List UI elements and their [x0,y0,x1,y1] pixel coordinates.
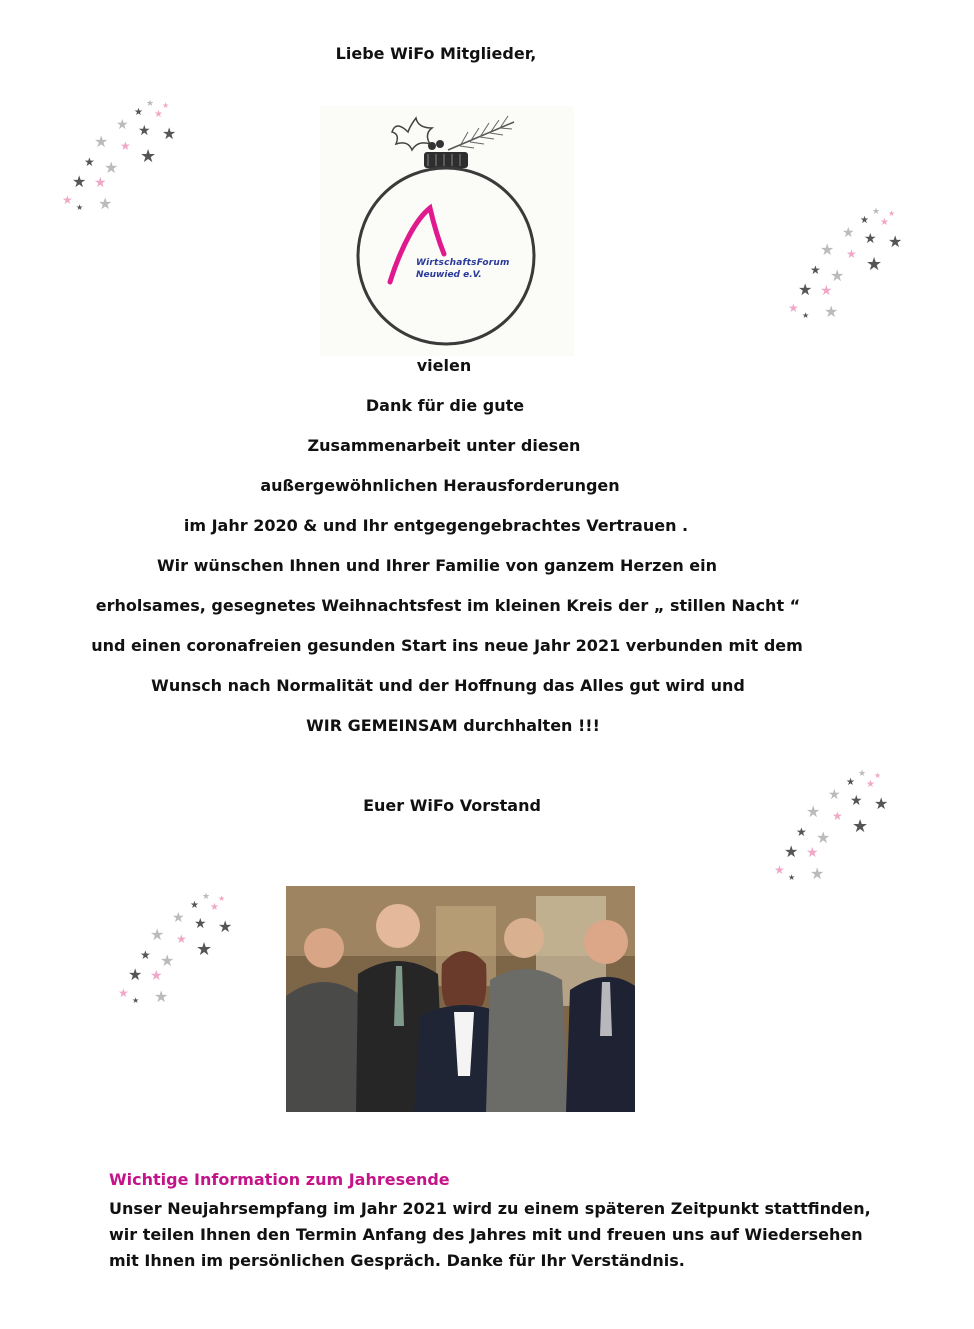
star-icon: ★ [210,902,219,913]
message-line: vielen [416,356,472,375]
star-icon: ★ [76,203,84,212]
star-icon: ★ [98,194,113,213]
group-photo [286,886,635,1112]
star-icon: ★ [196,939,213,960]
star-icon: ★ [218,917,233,936]
info-body: Unser Neujahrsempfang im Jahr 2021 wird zu einem späteren Zeitpunkt stattfinden, wir teilen Ihnen den Termin Anfang des Jahres mit und freuen uns auf Wiedersehen mit Ihnen im persönlichen Gespräch. Danke für Ihr Verständnis. [109,1199,871,1270]
star-icon: ★ [828,787,841,803]
star-icon: ★ [784,842,799,861]
star-icon: ★ [128,965,143,984]
message-line: Wunsch nach Normalität und der Hoffnung das Alles gut wird und [151,676,745,695]
star-icon: ★ [846,247,857,261]
message-line: und einen coronafreien gesunden Start ins neue Jahr 2021 verbunden mit dem [91,636,803,655]
message-line: WIR GEMEINSAM durchhalten !!! [306,716,600,735]
star-icon: ★ [788,301,799,315]
greeting: Liebe WiFo Mitglieder, [335,44,537,63]
star-icon: ★ [104,158,119,177]
star-icon: ★ [888,232,903,251]
star-icon: ★ [816,828,831,847]
star-icon: ★ [888,209,896,218]
star-icon: ★ [62,193,73,207]
star-icon: ★ [846,777,855,788]
signature: Euer WiFo Vorstand [363,796,541,815]
star-icon: ★ [116,117,129,133]
star-icon: ★ [810,263,821,277]
message-line: im Jahr 2020 & und Ihr entgegengebrachtes Vertrauen . [183,516,689,535]
star-icon: ★ [150,968,163,984]
star-cluster-icon [110,893,240,1013]
star-icon: ★ [880,217,889,228]
star-icon: ★ [842,225,855,241]
info-title: Wichtige Information zum Jahresende [109,1170,450,1189]
star-icon: ★ [140,146,157,167]
star-icon: ★ [172,910,185,926]
star-icon: ★ [874,771,882,780]
star-icon: ★ [138,123,151,139]
star-cluster-icon [780,208,910,328]
star-icon: ★ [154,987,169,1006]
logo-text-line2: Neuwied e.V. [416,270,482,280]
star-icon: ★ [120,139,131,153]
message-line: Zusammenarbeit unter diesen [307,436,581,455]
star-icon: ★ [832,809,843,823]
star-icon: ★ [798,280,813,299]
star-icon: ★ [176,932,187,946]
star-icon: ★ [874,794,889,813]
christmas-bauble-icon [320,106,574,356]
star-icon: ★ [858,769,867,779]
star-icon: ★ [788,873,796,882]
star-icon: ★ [824,302,839,321]
star-cluster-icon [54,100,184,220]
star-icon: ★ [84,155,95,169]
star-icon: ★ [72,172,87,191]
star-icon: ★ [774,863,785,877]
wifo-logo [320,106,574,356]
star-icon: ★ [94,175,107,191]
star-icon: ★ [190,900,199,911]
star-icon: ★ [140,948,151,962]
star-icon: ★ [802,311,810,320]
message-line: erholsames, gesegnetes Weihnachtsfest im kleinen Kreis der „ stillen Nacht “ [95,596,801,615]
star-icon: ★ [150,925,165,944]
star-icon: ★ [850,793,863,809]
star-icon: ★ [94,132,109,151]
message-line: Wir wünschen Ihnen und Ihrer Familie von ganzem Herzen ein [156,556,717,575]
message-line: Dank für die gute [365,396,525,415]
star-icon: ★ [820,283,833,299]
star-icon: ★ [864,231,877,247]
star-icon: ★ [872,207,881,217]
message-line: außergewöhnlichen Herausforderungen [260,476,620,495]
star-icon: ★ [202,892,211,902]
star-icon: ★ [134,107,143,118]
star-icon: ★ [162,124,177,143]
star-icon: ★ [160,951,175,970]
star-icon: ★ [154,109,163,120]
star-icon: ★ [830,266,845,285]
star-icon: ★ [866,254,883,275]
logo-text-line1: WirtschaftsForum [416,258,510,268]
star-icon: ★ [162,101,170,110]
star-icon: ★ [132,996,140,1005]
star-icon: ★ [866,779,875,790]
star-icon: ★ [806,845,819,861]
star-icon: ★ [860,215,869,226]
star-icon: ★ [146,99,155,109]
star-icon: ★ [218,894,226,903]
star-icon: ★ [820,240,835,259]
star-icon: ★ [796,825,807,839]
star-icon: ★ [852,816,869,837]
star-icon: ★ [118,986,129,1000]
star-icon: ★ [806,802,821,821]
star-cluster-icon [766,770,896,890]
star-icon: ★ [810,864,825,883]
star-icon: ★ [194,916,207,932]
group-photo-illustration [286,886,635,1112]
